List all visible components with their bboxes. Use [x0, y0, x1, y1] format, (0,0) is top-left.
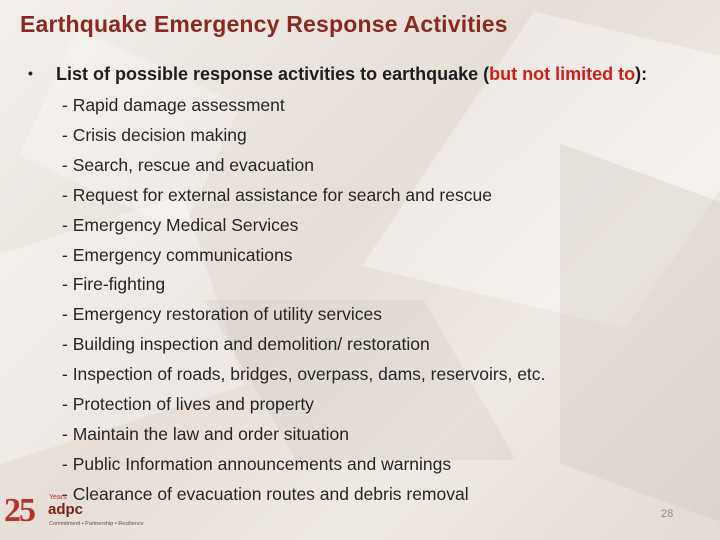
logo-number: 25	[4, 492, 34, 529]
list-item: - Building inspection and demolition/ restoration	[62, 334, 430, 355]
list-item: - Protection of lives and property	[62, 394, 314, 415]
list-item: - Search, rescue and evacuation	[62, 154, 314, 175]
list-item: - Request for external assistance for search and rescue	[62, 184, 492, 205]
main-bullet	[28, 64, 708, 85]
list-item: - Rapid damage assessment	[62, 95, 285, 115]
slide-content	[28, 64, 708, 510]
bullet-text-end: ):	[635, 64, 648, 84]
list-item: - Emergency restoration of utility services	[62, 304, 382, 325]
list-item: - Clearance of evacuation routes and debris removal	[62, 483, 469, 504]
bullet-text-highlight: but not limited to	[489, 64, 636, 84]
list-item: - Emergency communications	[62, 244, 293, 265]
adpc-logo	[4, 490, 154, 534]
list-item: - Emergency Medical Services	[62, 214, 299, 235]
page-number: 28	[661, 508, 674, 520]
list-item: - Fire-fighting	[62, 274, 166, 295]
bullet-icon: •	[28, 65, 33, 81]
bullet-text	[56, 64, 647, 85]
bullet-text-start: List of possible response activities to earthquake (	[56, 64, 490, 84]
logo-tagline: Commitment • Partnership • Resilience	[49, 521, 144, 527]
list-item: - Public Information announcements and warnings	[62, 453, 452, 474]
list-item: - Crisis decision making	[62, 124, 247, 145]
list-item: - Maintain the law and order situation	[62, 423, 349, 444]
activity-list	[62, 91, 708, 510]
logo-name: adpc	[48, 501, 84, 518]
list-item: - Inspection of roads, bridges, overpass, dams, reservoirs, etc.	[62, 364, 546, 385]
logo-years: Years	[49, 494, 67, 501]
slide-title: Earthquake Emergency Response Activities	[20, 11, 508, 37]
